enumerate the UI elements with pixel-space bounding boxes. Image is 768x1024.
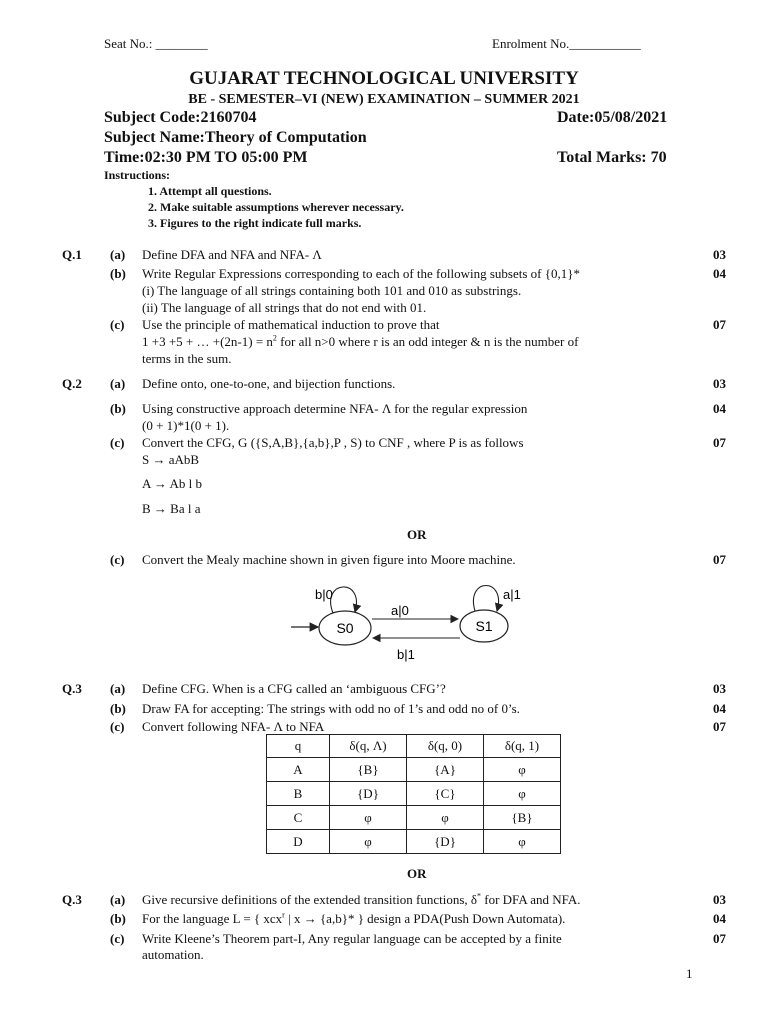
or-separator: OR bbox=[407, 866, 427, 881]
exam-title: BE - SEMESTER–VI (NEW) EXAMINATION – SUMMER 2021 bbox=[188, 92, 580, 107]
table-cell: A bbox=[267, 758, 330, 782]
table-cell: {C} bbox=[407, 782, 484, 806]
table-cell: φ bbox=[484, 758, 561, 782]
subject-name: Subject Name:Theory of Computation bbox=[104, 129, 367, 146]
question-marks: 03 bbox=[713, 681, 726, 696]
instructions-label: Instructions: bbox=[104, 168, 171, 182]
part-label: (b) bbox=[110, 266, 126, 281]
instruction-item: 2. Make suitable assumptions wherever necessary. bbox=[148, 200, 404, 214]
loop-s0-label: b|0 bbox=[315, 587, 333, 602]
state-s0-label: S0 bbox=[336, 620, 354, 636]
instruction-item: 3. Figures to the right indicate full marks. bbox=[148, 216, 362, 230]
edge-s1-s0-label: b|1 bbox=[397, 647, 415, 662]
question-marks: 07 bbox=[713, 931, 726, 946]
instruction-item: 1. Attempt all questions. bbox=[148, 184, 272, 198]
part-label: (c) bbox=[110, 931, 125, 946]
university-name: GUJARAT TECHNOLOGICAL UNIVERSITY bbox=[189, 68, 579, 89]
table-cell: {A} bbox=[407, 758, 484, 782]
table-cell: φ bbox=[484, 830, 561, 854]
formula-tail: for all n>0 where r is an odd integer & n is the number of bbox=[276, 334, 579, 349]
table-cell: {D} bbox=[407, 830, 484, 854]
table-header: q bbox=[267, 735, 330, 758]
question-text: Convert the Mealy machine shown in given figure into Moore machine. bbox=[142, 552, 516, 567]
table-cell: φ bbox=[330, 806, 407, 830]
question-text bbox=[142, 911, 565, 927]
table-cell: {B} bbox=[484, 806, 561, 830]
question-text-line: (0 + 1)*1(0 + 1). bbox=[142, 418, 230, 433]
question-text-part: for DFA and NFA. bbox=[481, 892, 581, 907]
production-rule: A → Ab l b bbox=[142, 476, 202, 491]
question-marks: 03 bbox=[713, 376, 726, 391]
production-rule: B → Ba l a bbox=[142, 501, 201, 516]
question-text-part: Give recursive definitions of the extended transition functions, δ bbox=[142, 892, 478, 907]
table-cell: D bbox=[267, 830, 330, 854]
superscript: r bbox=[282, 910, 285, 920]
question-text: Convert following NFA- Λ to NFA bbox=[142, 719, 325, 734]
table-header: δ(q, Λ) bbox=[330, 735, 407, 758]
part-label: (c) bbox=[110, 552, 125, 567]
loop-s0 bbox=[331, 587, 357, 613]
question-text-part: For the language L = { xcx bbox=[142, 911, 283, 926]
table-cell: φ bbox=[484, 782, 561, 806]
table-row bbox=[267, 782, 561, 806]
question-text-line: (i) The language of all strings containing both 101 and 010 as substrings. bbox=[142, 283, 522, 298]
question-marks: 04 bbox=[713, 401, 726, 416]
question-text-line bbox=[142, 334, 578, 350]
question-marks: 07 bbox=[713, 317, 726, 332]
question-marks: 03 bbox=[713, 247, 726, 262]
table-header: δ(q, 1) bbox=[484, 735, 561, 758]
table-cell: B bbox=[267, 782, 330, 806]
table-cell: {B} bbox=[330, 758, 407, 782]
question-text: Use the principle of mathematical induction to prove that bbox=[142, 317, 440, 332]
production-rule: S → aAbB bbox=[142, 452, 200, 467]
loop-s1-label: a|1 bbox=[503, 587, 521, 602]
table-header: δ(q, 0) bbox=[407, 735, 484, 758]
edge-s0-s1-label: a|0 bbox=[391, 603, 409, 618]
question-number: Q.2 bbox=[62, 376, 82, 391]
total-marks: Total Marks: 70 bbox=[557, 149, 667, 166]
question-text-line: (ii) The language of all strings that do not end with 01. bbox=[142, 300, 427, 315]
question-text-line: terms in the sum. bbox=[142, 351, 232, 366]
part-label: (b) bbox=[110, 701, 126, 716]
question-text: Write Kleene’s Theorem part-I, Any regular language can be accepted by a finite bbox=[142, 931, 562, 946]
or-separator: OR bbox=[407, 527, 427, 542]
question-number: Q.3 bbox=[62, 681, 82, 696]
formula: 1 +3 +5 + … +(2n-1) = n bbox=[142, 334, 273, 349]
seat-number: Seat No.: ________ bbox=[104, 36, 208, 51]
exam-date: Date:05/08/2021 bbox=[557, 109, 668, 126]
subject-code: Subject Code:2160704 bbox=[104, 109, 257, 126]
question-text-part: | x → {a,b}* } design a PDA(Push Down Automata). bbox=[284, 911, 566, 926]
part-label: (a) bbox=[110, 376, 126, 391]
table-row bbox=[267, 758, 561, 782]
part-label: (c) bbox=[110, 435, 125, 450]
mealy-machine-diagram bbox=[285, 575, 535, 670]
table-cell: φ bbox=[330, 830, 407, 854]
exam-time: Time:02:30 PM TO 05:00 PM bbox=[104, 149, 308, 166]
transition-table bbox=[266, 734, 561, 854]
question-text bbox=[142, 892, 581, 908]
question-text: Write Regular Expressions corresponding to each of the following subsets of {0,1}* bbox=[142, 266, 580, 281]
part-label: (c) bbox=[110, 317, 125, 332]
question-marks: 04 bbox=[713, 701, 726, 716]
table-header-row bbox=[267, 735, 561, 758]
table-cell: {D} bbox=[330, 782, 407, 806]
superscript: * bbox=[477, 891, 482, 901]
table-cell: φ bbox=[407, 806, 484, 830]
question-marks: 07 bbox=[713, 552, 726, 567]
part-label: (a) bbox=[110, 892, 126, 907]
page-number: 1 bbox=[686, 966, 693, 981]
state-s1-label: S1 bbox=[475, 618, 493, 634]
part-label: (a) bbox=[110, 681, 126, 696]
part-label: (b) bbox=[110, 401, 126, 416]
table-row bbox=[267, 830, 561, 854]
question-number: Q.3 bbox=[62, 892, 82, 907]
part-label: (a) bbox=[110, 247, 126, 262]
question-text: Define CFG. When is a CFG called an ‘ambiguous CFG’? bbox=[142, 681, 446, 696]
question-number: Q.1 bbox=[62, 247, 82, 262]
superscript: 2 bbox=[272, 333, 277, 343]
question-marks: 07 bbox=[713, 719, 726, 734]
question-marks: 04 bbox=[713, 911, 726, 926]
part-label: (b) bbox=[110, 911, 126, 926]
question-text: Define DFA and NFA and NFA- Λ bbox=[142, 247, 322, 262]
table-row bbox=[267, 806, 561, 830]
question-marks: 07 bbox=[713, 435, 726, 450]
question-text-line: automation. bbox=[142, 947, 204, 962]
enrolment-number: Enrolment No.___________ bbox=[492, 36, 641, 51]
part-label: (c) bbox=[110, 719, 125, 734]
question-marks: 03 bbox=[713, 892, 726, 907]
question-marks: 04 bbox=[713, 266, 726, 281]
question-text: Using constructive approach determine NFA- Λ for the regular expression bbox=[142, 401, 528, 416]
question-text: Define onto, one-to-one, and bijection functions. bbox=[142, 376, 396, 391]
table-cell: C bbox=[267, 806, 330, 830]
loop-s1 bbox=[473, 586, 498, 612]
question-text: Convert the CFG, G ({S,A,B},{a,b},P , S) to CNF , where P is as follows bbox=[142, 435, 524, 450]
question-text: Draw FA for accepting: The strings with odd no of 1’s and odd no of 0’s. bbox=[142, 701, 520, 716]
